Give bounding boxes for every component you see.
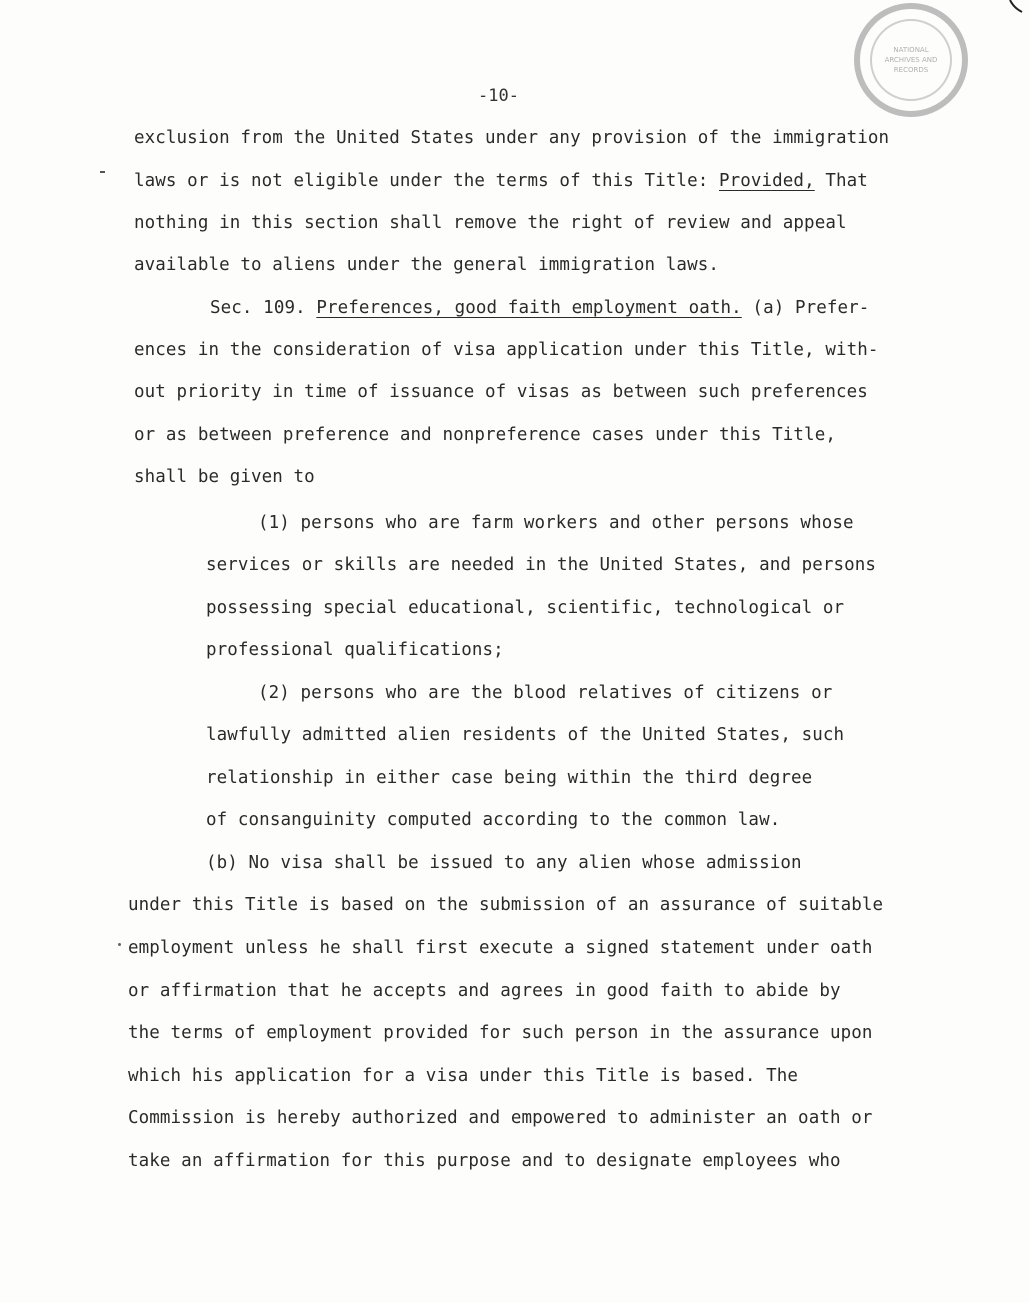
text-line: or as between preference and nonpreference cases under this Title,	[134, 425, 836, 445]
underlined-text: Provided,	[718, 171, 815, 191]
text-line: available to aliens under the general immigration laws.	[134, 255, 719, 275]
svg-text:NATIONAL: NATIONAL	[893, 46, 929, 54]
corner-mark	[1008, 0, 1030, 14]
margin-mark	[100, 171, 105, 173]
list-item-line: (2) persons who are the blood relatives of citizens or	[258, 683, 833, 703]
list-item-line: services or skills are needed in the United States, and persons	[206, 555, 877, 575]
page-number: -10-	[478, 86, 519, 106]
text-line: Commission is hereby authorized and empowered to administer an oath or	[128, 1108, 873, 1128]
text-line: which his application for a visa under this Title is based. The	[128, 1066, 799, 1086]
text-line: employment unless he shall first execute a signed statement under oath	[128, 938, 873, 958]
text-line: exclusion from the United States under any provision of the immigration	[134, 128, 890, 148]
text-line: shall be given to	[134, 467, 315, 487]
text-line: out priority in time of issuance of visas as between such preferences	[134, 382, 868, 402]
text-line: under this Title is based on the submission of an assurance of suitable	[128, 895, 884, 915]
list-item-line: (1) persons who are farm workers and other persons whose	[258, 513, 854, 533]
margin-dot	[118, 943, 121, 946]
text-line: nothing in this section shall remove the right of review and appeal	[134, 213, 847, 233]
list-item-line: relationship in either case being within the third degree	[206, 768, 813, 788]
archive-stamp-icon	[853, 2, 969, 118]
text-line: take an affirmation for this purpose and to designate employees who	[128, 1151, 841, 1171]
list-item-line: possessing special educational, scientific, technological or	[206, 598, 845, 618]
svg-text:ARCHIVES AND: ARCHIVES AND	[884, 56, 938, 64]
list-item-line: lawfully admitted alien residents of the United States, such	[206, 725, 845, 745]
text-line	[134, 170, 868, 192]
text-line: ences in the consideration of visa application under this Title, with-	[134, 340, 879, 360]
list-item-line: professional qualifications;	[206, 640, 504, 660]
text-span: That	[814, 171, 868, 191]
svg-text:RECORDS: RECORDS	[893, 66, 929, 74]
section-number: Sec. 109.	[210, 298, 317, 318]
text-line: the terms of employment provided for such person in the assurance upon	[128, 1023, 873, 1043]
section-title: Preferences, good faith employment oath.	[316, 298, 742, 318]
text-line: (b) No visa shall be issued to any alien whose admission	[206, 853, 802, 873]
text-span: (a) Prefer-	[741, 298, 870, 318]
text-span: laws or is not eligible under the terms of this Title:	[134, 171, 719, 191]
text-line: or affirmation that he accepts and agrees in good faith to abide by	[128, 981, 841, 1001]
section-heading-line	[210, 297, 869, 319]
list-item-line: of consanguinity computed according to the common law.	[206, 810, 781, 830]
